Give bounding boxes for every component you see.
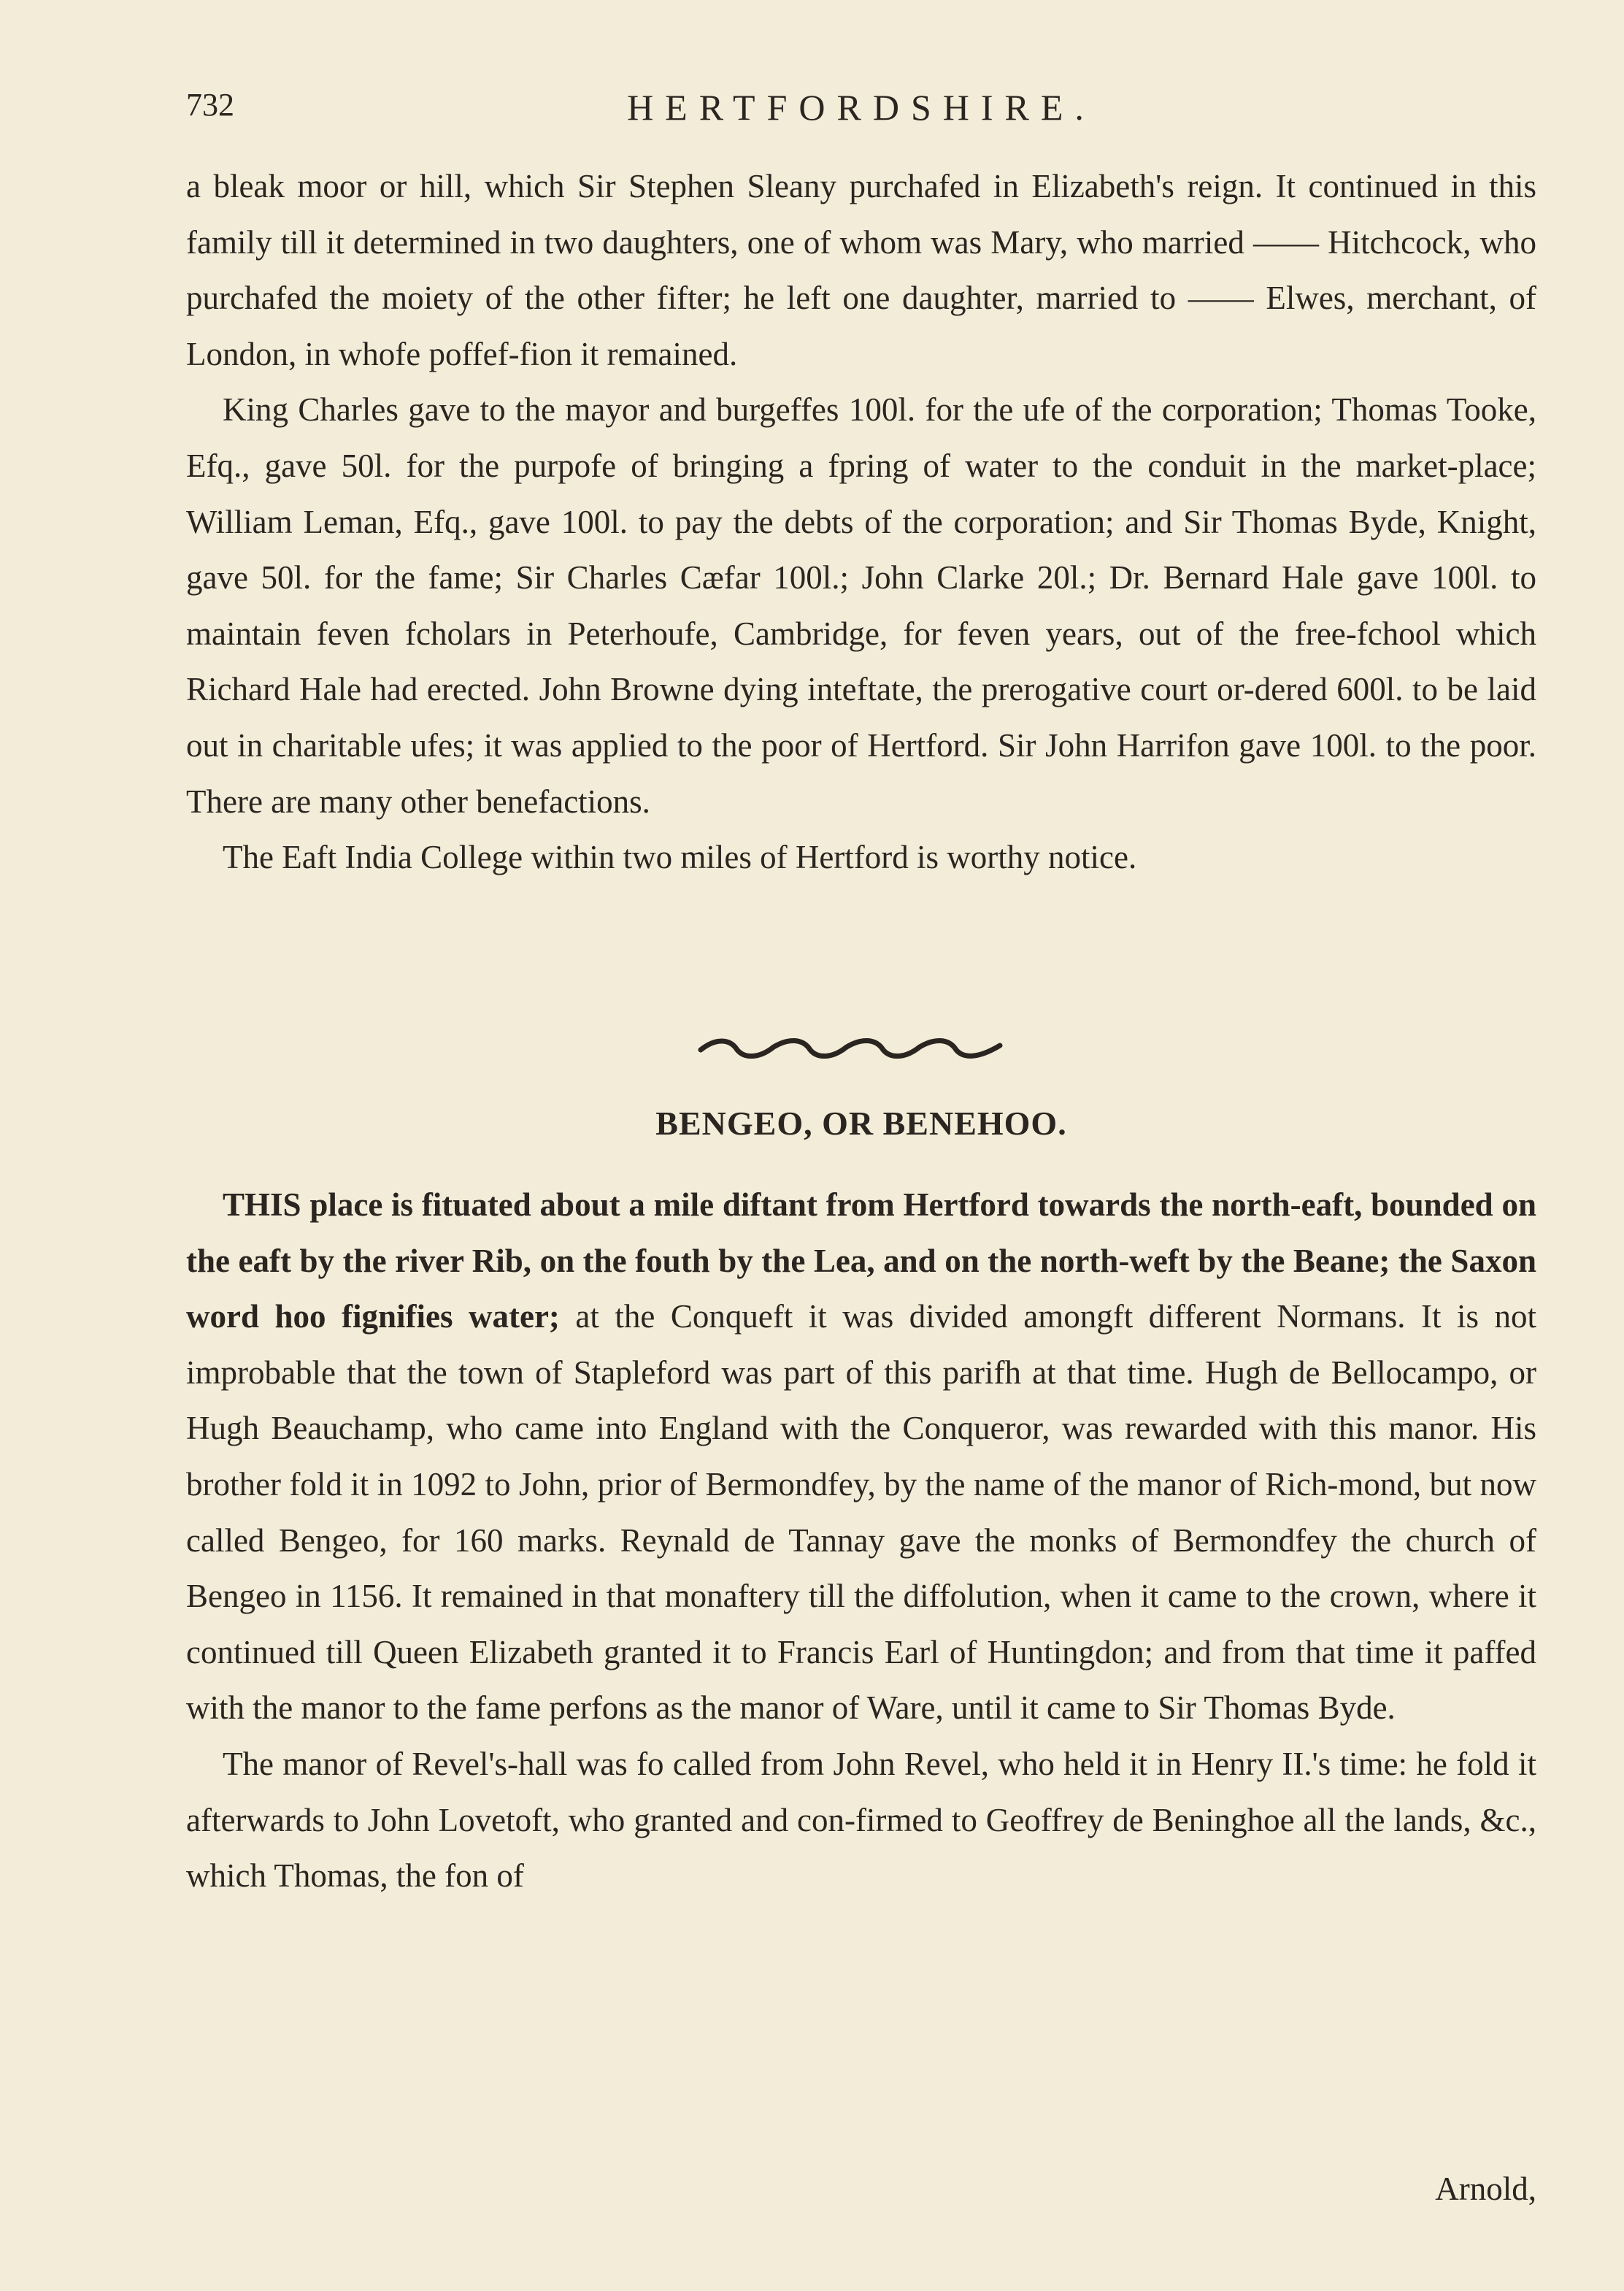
catchword: Arnold, [1435,2171,1536,2207]
hertford-section [186,158,1536,886]
paragraph-hertford-2: King Charles gave to the mayor and burgeffes 100l. for the ufe of the corporation; Thomas Tooke, Efq., gave 50l. for the purpofe of bringing a fpring of water to the conduit in the market-place; William Leman, Efq., gave 100l. to pay the debts of the corporation; and Sir Thomas Byde, Knight, gave 50l. for the fame; Sir Charles Cæfar 100l.; John Clarke 20l.; Dr. Bernard Hale gave 100l. to maintain feven fcholars in Peterhoufe, Cambridge, for feven years, out of the free-fchool which Richard Hale had erected. John Browne dying inteftate, the prerogative court or-dered 600l. to be laid out in charitable ufes; it was applied to the poor of Hertford. Sir John Harrifon gave 100l. to the poor. There are many other benefactions. [186,391,1536,820]
paragraph-bengeo-1 [186,1177,1536,1736]
page-header [186,86,1536,137]
paragraph-hertford-3: The Eaft India College within two miles of Hertford is worthy notice. [223,839,1137,876]
bengeo-section [186,1177,1536,1904]
ornamental-divider-icon [697,1037,1004,1059]
paragraph-hertford-1: a bleak moor or hill, which Sir Stephen Sleany purchafed in Elizabeth's reign. It continued in this family till it determined in two daughters, one of whom was Mary, who married —— Hitchcock, who purchafed the moiety of the other fifter; he left one daughter, married to —— Elwes, merchant, of London, in whofe poffef-fion it remained. [186,168,1536,372]
paragraph-bengeo-1-lead: THIS place is fituated about a mile diftant from Hertford towards the north-eaft, bounded on the eaft by the river Rib, on the fouth by the Lea, and on the north-weft by the Beane; the Saxon word hoo fignifies water; [186,1186,1536,1335]
page-number: 732 [186,87,234,123]
section-heading-bengeo: BENGEO, OR BENEHOO. [655,1105,1067,1142]
paragraph-bengeo-1-rest: at the Conqueft it was divided amongft different Normans. It is not improbable that the town of Stapleford was part of this parifh at that time. Hugh de Bellocampo, or Hugh Beauchamp, who came into England with the Conqueror, was rewarded with this manor. His brother fold it in 1092 to John, prior of Bermondfey, by the name of the manor of Rich-mond, but now called Bengeo, for 160 marks. Reynald de Tannay gave the monks of Bermondfey the church of Bengeo in 1156. It remained in that monaftery till the diffolution, when it came to the crown, where it continued till Queen Elizabeth granted it to Francis Earl of Huntingdon; and from that time it paffed with the manor to the fame perfons as the manor of Ware, until it came to Sir Thomas Byde. [186,1298,1536,1727]
running-title: HERTFORDSHIRE. [627,87,1096,128]
paragraph-bengeo-2: The manor of Revel's-hall was fo called from John Revel, who held it in Henry II.'s time: he fold it afterwards to John Lovetoft, who granted and con-firmed to Geoffrey de Beninghoe all the lands, &c., which Thomas, the fon of [186,1745,1536,1895]
